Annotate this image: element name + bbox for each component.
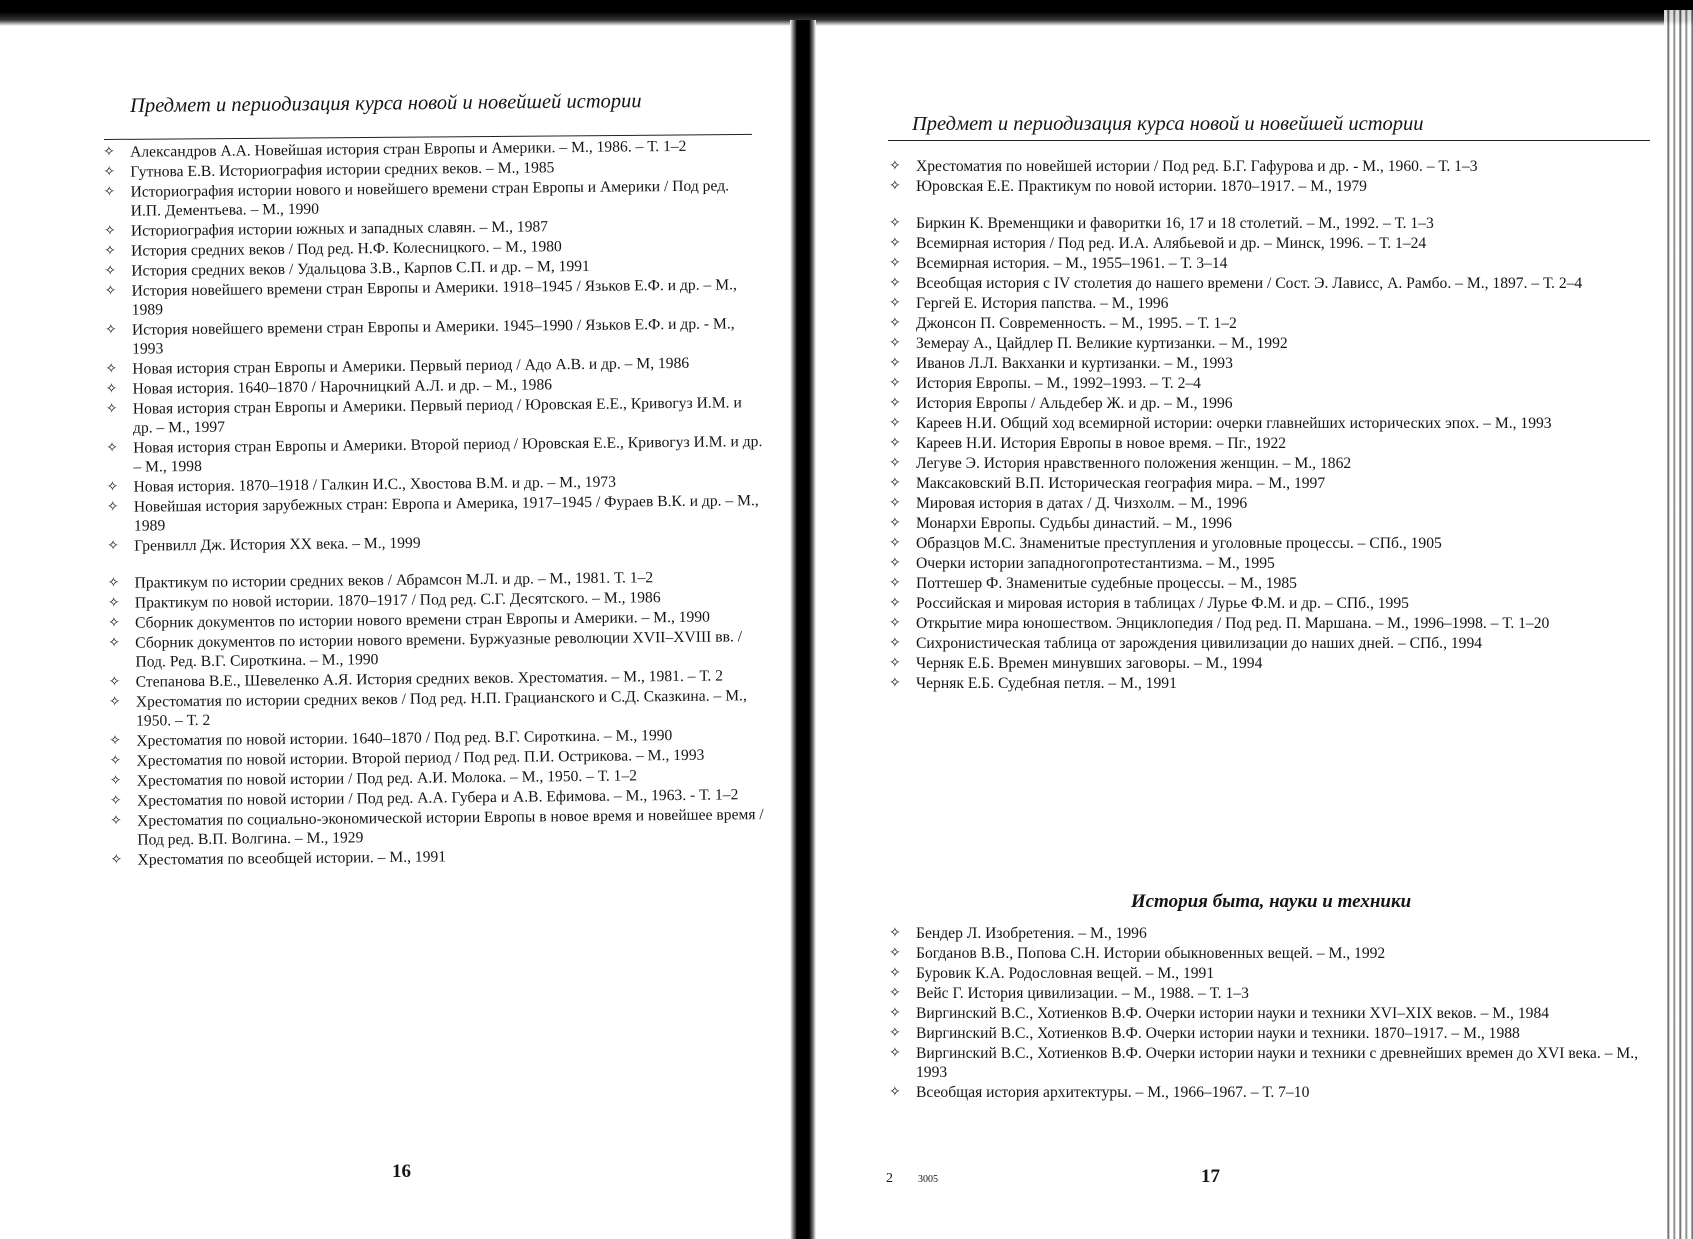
list-item — [886, 1044, 1656, 1082]
diamond-outline-icon: ✧ — [104, 262, 117, 279]
list-item — [107, 805, 767, 850]
running-head: Предмет и периодизация курса новой и новейшей истории — [130, 90, 642, 117]
list-item — [886, 594, 1656, 613]
list-item — [886, 494, 1656, 513]
entry-text: Буровик К.А. Родословная вещей. – М., 1991 — [916, 965, 1215, 982]
bibliography-list — [886, 924, 1656, 1103]
diamond-outline-icon: ✧ — [889, 1045, 901, 1061]
entry-text: Степанова В.Е., Шевеленко А.Я. История средних веков. Хрестоматия. – М., 1981. – Т. 2 — [135, 667, 724, 691]
list-item — [886, 944, 1656, 963]
entry-text: Хрестоматия по новой истории. 1640–1870 / Под ред. В.Г. Сироткина. – М., 1990 — [136, 727, 673, 750]
entry-text: Очерки истории западногопротестантизма. – М., 1995 — [916, 555, 1275, 572]
diamond-outline-icon: ✧ — [889, 1084, 901, 1100]
entry-text: Сборник документов по истории нового времени стран Европы и Америки. – М., 1990 — [134, 608, 710, 632]
section-heading: История быта, науки и техники — [1130, 891, 1412, 912]
diamond-outline-icon: ✧ — [889, 965, 901, 981]
list-item — [886, 634, 1656, 653]
list-item — [100, 176, 760, 221]
diamond-outline-icon: ✧ — [110, 851, 123, 868]
entry-text: История новейшего времени стран Европы и Америки. 1918–1945 / Язьков Е.Ф. и др. – М., 1989 — [131, 276, 737, 319]
entry-text: Историография истории южных и западных славян. – М., 1987 — [130, 218, 549, 240]
diamond-outline-icon: ✧ — [104, 282, 117, 299]
diamond-outline-icon: ✧ — [889, 375, 901, 391]
list-item — [103, 393, 763, 438]
diamond-outline-icon: ✧ — [889, 925, 901, 941]
entry-text: История новейшего времени стран Европы и Америки. 1945–1990 / Язьков Е.Ф. и др. - М., 1993 — [131, 315, 735, 358]
list-item — [105, 627, 765, 672]
list-item — [102, 314, 762, 359]
running-head: Предмет и периодизация курса новой и новейшей истории — [912, 113, 1424, 135]
diamond-outline-icon: ✧ — [889, 295, 901, 311]
list-item — [886, 374, 1656, 393]
diamond-outline-icon: ✧ — [109, 732, 122, 749]
page-right — [816, 0, 1664, 1239]
list-item — [886, 574, 1656, 593]
list-item — [886, 334, 1656, 353]
diamond-outline-icon: ✧ — [105, 380, 118, 397]
diamond-outline-icon: ✧ — [109, 752, 122, 769]
diamond-outline-icon: ✧ — [889, 535, 901, 551]
page-edge-shadow — [1664, 10, 1693, 1239]
entry-text: Хрестоматия по новой истории / Под ред. А.И. Молока. – М., 1950. – Т. 1–2 — [136, 767, 638, 790]
diamond-outline-icon: ✧ — [110, 812, 122, 829]
entry-text: Хрестоматия по новейшей истории / Под ред. Б.Г. Гафурова и др. - М., 1960. – Т. 1–3 — [916, 158, 1478, 175]
diamond-outline-icon: ✧ — [889, 455, 901, 471]
entry-text: Новая история. 1870–1918 / Галкин И.С., Хвостова В.М. и др. – М., 1973 — [133, 473, 617, 496]
list-item — [886, 177, 1656, 196]
list-item — [886, 1004, 1656, 1023]
entry-text: Александров А.А. Новейшая история стран Европы и Америки. – М., 1986. – Т. 1–2 — [130, 137, 687, 161]
entry-text: Российская и мировая история в таблицах / Лурье Ф.М. и др. – СПб., 1995 — [916, 595, 1409, 612]
entry-text: Максаковский В.П. Историческая география мира. – М., 1997 — [916, 475, 1326, 492]
entry-text: Всемирная история. – М., 1955–1961. – Т. 3–14 — [916, 255, 1228, 272]
list-item — [886, 674, 1656, 693]
diamond-outline-icon: ✧ — [889, 575, 901, 591]
list-item — [886, 354, 1656, 373]
diamond-outline-icon: ✧ — [889, 235, 901, 251]
list-item — [886, 254, 1656, 273]
entry-text: Виргинский В.С., Хотиенков В.Ф. Очерки истории науки и техники XVI–XIX веков. – М., 1984 — [916, 1005, 1550, 1022]
diamond-outline-icon: ✧ — [104, 242, 116, 259]
entry-text: Юровская Е.Е. Практикум по новой истории. 1870–1917. – М., 1979 — [916, 178, 1367, 195]
diamond-outline-icon: ✧ — [889, 615, 901, 631]
list-item — [886, 984, 1656, 1003]
entry-text: Сихронистическая таблица от зарождения цивилизации до наших дней. – СПб., 1994 — [916, 635, 1483, 652]
entry-text: Всеобщая история с IV столетия до нашего времени / Сост. Э. Лависс, А. Рамбо. – М., 1897. – Т. 2–4 — [916, 275, 1583, 292]
entry-text: История средних веков / Под ред. Н.Ф. Колесницкого. – М., 1980 — [131, 238, 562, 260]
diamond-outline-icon: ✧ — [103, 163, 116, 180]
diamond-outline-icon: ✧ — [103, 222, 116, 239]
list-item — [886, 414, 1656, 433]
list-item — [886, 554, 1656, 573]
diamond-outline-icon: ✧ — [889, 675, 901, 691]
entry-text: Гренвилл Дж. История XX века. – М., 1999 — [134, 534, 421, 555]
list-item — [886, 924, 1656, 943]
diamond-outline-icon: ✧ — [109, 792, 122, 809]
entry-text: Поттешер Ф. Знаменитые судебные процессы. – М., 1985 — [916, 575, 1297, 592]
diamond-outline-icon: ✧ — [889, 655, 901, 671]
entry-text: Богданов В.В., Попова С.Н. Истории обыкновенных вещей. – М., 1992 — [916, 945, 1386, 962]
list-item — [886, 157, 1656, 176]
diamond-outline-icon: ✧ — [889, 395, 901, 411]
page-number: 17 — [1201, 1166, 1220, 1187]
entry-text: Бендер Л. Изобретения. – М., 1996 — [916, 925, 1147, 942]
diamond-outline-icon: ✧ — [105, 400, 118, 417]
entry-text: Историография истории нового и новейшего времени стран Европы и Америки / Под ред. И.П. Дементьева. – М., 1990 — [130, 177, 730, 220]
diamond-outline-icon: ✧ — [889, 435, 901, 451]
entry-text: Черняк Е.Б. Судебная петля. – М., 1991 — [916, 675, 1177, 692]
entry-text: История средних веков / Удальцова З.В., Карпов С.П. и др. – М, 1991 — [131, 257, 590, 280]
diamond-outline-icon: ✧ — [889, 215, 901, 231]
list-item — [886, 514, 1656, 533]
diamond-outline-icon: ✧ — [889, 255, 901, 271]
entry-text: Хрестоматия по новой истории / Под ред. А.А. Губера и А.В. Ефимова. – М., 1963. - Т. 1–2 — [136, 786, 739, 810]
entry-text: Черняк Е.Б. Времен минувших заговоры. – М., 1994 — [916, 655, 1263, 672]
entry-text: Новая история стран Европы и Америки. Первый период / Адо А.В. и др. – М, 1986 — [132, 354, 690, 378]
list-item — [886, 214, 1656, 233]
entry-text: Земерау А., Цайдлер П. Великие куртизанки. – М., 1992 — [916, 335, 1288, 352]
diamond-outline-icon: ✧ — [108, 693, 121, 710]
diamond-outline-icon: ✧ — [108, 634, 121, 651]
entry-text: Образцов М.С. Знаменитые преступления и уголовные процессы. – СПб., 1905 — [916, 535, 1442, 552]
diamond-outline-icon: ✧ — [889, 595, 901, 611]
list-item — [101, 275, 761, 320]
list-item — [886, 1024, 1656, 1043]
entry-text: Вейс Г. История цивилизации. – М., 1988. – Т. 1–3 — [916, 985, 1249, 1002]
header-rule — [888, 140, 1650, 141]
diamond-outline-icon: ✧ — [107, 594, 120, 611]
diamond-outline-icon: ✧ — [889, 178, 901, 194]
diamond-outline-icon: ✧ — [889, 158, 901, 174]
entry-text: Биркин К. Временщики и фаворитки 16, 17 и 18 столетий. – М., 1992. – Т. 1–3 — [916, 215, 1434, 232]
entry-text: Хрестоматия по новой истории. Второй период / Под ред. П.И. Острикова. – М., 1993 — [136, 746, 705, 770]
entry-text: Легуве Э. История нравственного положения женщин. – М., 1862 — [916, 455, 1352, 472]
diamond-outline-icon: ✧ — [889, 555, 901, 571]
entry-text: Новая история. 1640–1870 / Нарочницкий А.Л. и др. – М., 1986 — [132, 376, 553, 398]
list-item — [886, 274, 1656, 293]
entry-text: Кареев Н.И. История Европы в новое время. – Пг., 1922 — [916, 435, 1287, 452]
entry-text: Практикум по истории средних веков / Абрамсон М.Л. и др. – М., 1981. Т. 1–2 — [134, 569, 654, 592]
entry-text: Хрестоматия по всеобщей истории. – М., 1991 — [137, 848, 447, 869]
diamond-outline-icon: ✧ — [889, 495, 901, 511]
entry-text: Всемирная история / Под ред. И.А. Алябьевой и др. – Минск, 1996. – Т. 1–24 — [916, 235, 1427, 252]
entry-text: Виргинский В.С., Хотиенков В.Ф. Очерки истории науки и техники. 1870–1917. – М., 1988 — [916, 1025, 1520, 1042]
list-item — [104, 491, 764, 536]
list-item — [886, 234, 1656, 253]
list-item — [886, 314, 1656, 333]
list-item — [886, 1083, 1656, 1102]
page-left — [0, 0, 790, 1239]
bibliography-list — [886, 157, 1656, 694]
list-item — [886, 294, 1656, 313]
entry-text: Новая история стран Европы и Америки. Первый период / Юровская Е.Е., Кривогуз И.М. и др. – М., 1997 — [132, 394, 742, 437]
page-number: 16 — [392, 1161, 411, 1182]
entry-text: Новая история стран Европы и Америки. Второй период / Юровская Е.Е., Кривогуз И.М. и др. – М., 1998 — [133, 433, 763, 476]
entry-text: Кареев Н.И. Общий ход всемирной истории: очерки главнейших исторических эпох. – М., 1993 — [916, 415, 1552, 432]
entry-text: Джонсон П. Современность. – М., 1995. – Т. 1–2 — [916, 315, 1237, 332]
diamond-outline-icon: ✧ — [889, 275, 901, 291]
diamond-outline-icon: ✧ — [106, 498, 119, 515]
diamond-outline-icon: ✧ — [104, 321, 117, 338]
entry-text: Виргинский В.С., Хотиенков В.Ф. Очерки истории науки и техники с древнейших времен до XVI века. – М., 1993 — [916, 1045, 1638, 1081]
entry-text: История Европы / Альдебер Ж. и др. – М., 1996 — [916, 395, 1233, 412]
diamond-outline-icon: ✧ — [889, 985, 901, 1001]
diamond-outline-icon: ✧ — [889, 945, 901, 961]
diamond-outline-icon: ✧ — [889, 1025, 901, 1041]
list-item — [886, 434, 1656, 453]
diamond-outline-icon: ✧ — [106, 439, 119, 456]
entry-text: Мировая история в датах / Д. Чизхолм. – М., 1996 — [916, 495, 1248, 512]
entry-text: Практикум по новой истории. 1870–1917 / Под ред. С.Г. Десятского. – М., 1986 — [134, 589, 661, 612]
diamond-outline-icon: ✧ — [107, 574, 120, 591]
diamond-outline-icon: ✧ — [889, 515, 901, 531]
diamond-outline-icon: ✧ — [103, 143, 115, 160]
diamond-outline-icon: ✧ — [107, 614, 120, 631]
entry-text: Открытие мира юношеством. Энциклопедия / Под ред. П. Маршана. – М., 1996–1998. – Т. 1–20 — [916, 615, 1550, 632]
list-item — [886, 474, 1656, 493]
diamond-outline-icon: ✧ — [889, 355, 901, 371]
list-item — [886, 654, 1656, 673]
list-item — [886, 614, 1656, 633]
list-item — [886, 964, 1656, 983]
list-item — [886, 534, 1656, 553]
diamond-outline-icon: ✧ — [108, 673, 121, 690]
entry-text: Иванов Л.Л. Вакханки и куртизанки. – М., 1993 — [916, 355, 1233, 372]
diamond-outline-icon: ✧ — [889, 475, 901, 491]
list-item — [886, 454, 1656, 473]
entry-text: Монархи Европы. Судьбы династий. – М., 1996 — [916, 515, 1232, 532]
diamond-outline-icon: ✧ — [105, 360, 118, 377]
bibliography-list — [100, 136, 768, 871]
diamond-outline-icon: ✧ — [107, 537, 120, 554]
entry-text: Хрестоматия по социально-экономической истории Европы в новое время и новейшее время / Под ред. В.П. Волгина. – М., 1929 — [137, 806, 764, 849]
entry-text: Всеобщая история архитектуры. – М., 1966–1967. – Т. 7–10 — [916, 1084, 1310, 1101]
entry-text: Гутнова Е.В. Историография истории средних веков. – М., 1985 — [130, 159, 555, 181]
diamond-outline-icon: ✧ — [889, 635, 901, 651]
entry-text: История Европы. – М., 1992–1993. – Т. 2–4 — [916, 375, 1201, 392]
diamond-outline-icon: ✧ — [889, 335, 901, 351]
diamond-outline-icon: ✧ — [106, 478, 119, 495]
diamond-outline-icon: ✧ — [889, 1005, 901, 1021]
diamond-outline-icon: ✧ — [889, 315, 901, 331]
signature-number: 2 — [886, 1171, 893, 1186]
signature-code: 3005 — [918, 1174, 938, 1185]
diamond-outline-icon: ✧ — [109, 772, 122, 789]
entry-text: Сборник документов по истории нового времени. Буржуазные революции XVII–XVIII вв. / Под. Ред. В.Г. Сироткина. – М., 1990 — [135, 628, 743, 671]
list-item — [106, 686, 766, 731]
entry-text: Хрестоматия по истории средних веков / Под ред. Н.П. Грацианского и С.Д. Сказкина. – М., 1950. – Т. 2 — [135, 687, 747, 730]
entry-text: Новейшая история зарубежных стран: Европа и Америка, 1917–1945 / Фураев В.К. и др. – М., 1989 — [133, 492, 759, 535]
list-item — [886, 394, 1656, 413]
diamond-outline-icon: ✧ — [889, 415, 901, 431]
diamond-outline-icon: ✧ — [103, 183, 116, 200]
entry-text: Гергей Е. История папства. – М., 1996 — [916, 295, 1169, 312]
book-spine-shadow — [790, 20, 816, 1239]
list-item — [103, 432, 763, 477]
